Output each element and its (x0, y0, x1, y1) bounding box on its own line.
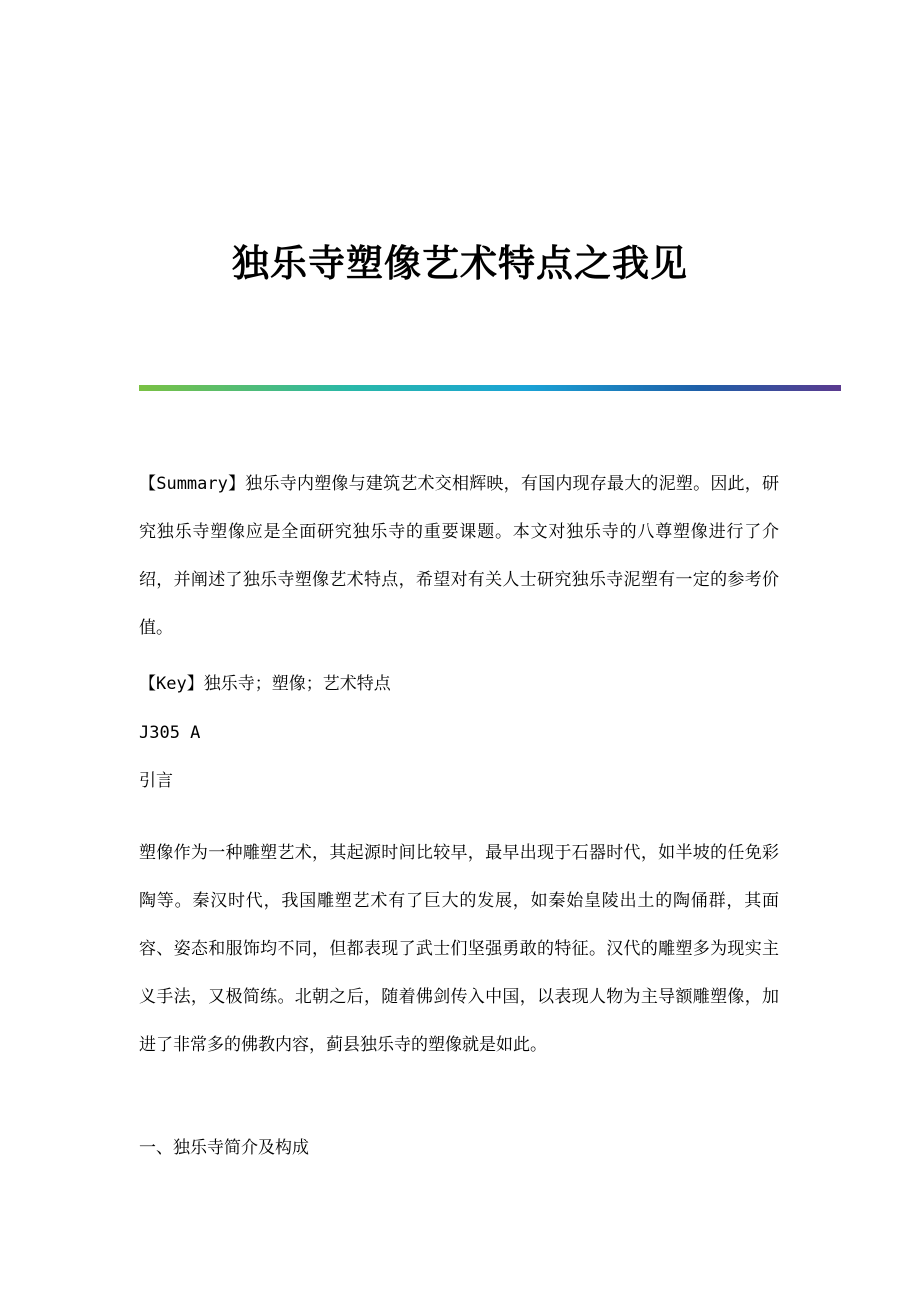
summary-paragraph: 【Summary】独乐寺内塑像与建筑艺术交相辉映，有国内现存最大的泥塑。因此，研究独乐寺塑像应是全面研究独乐寺的重要课题。本文对独乐寺的八尊塑像进行了介绍，并阐述了独乐寺塑像艺术特点，希望对有关人士研究独乐寺泥塑有一定的参考价值。 (139, 474, 779, 638)
intro-heading: 引言 (139, 771, 173, 791)
intro-paragraph: 塑像作为一种雕塑艺术，其起源时间比较早，最早出现于石器时代，如半坡的任免彩陶等。秦汉时代，我国雕塑艺术有了巨大的发展，如秦始皇陵出土的陶俑群，其面容、姿态和服饰均不同，但都表现了武士们坚强勇敢的特征。汉代的雕塑多为现实主义手法，又极简练。北朝之后，随着佛剑传入中国，以表现人物为主导额雕塑像，加进了非常多的佛教内容，蓟县独乐寺的塑像就是如此。 (139, 843, 779, 1055)
keywords-line: 【Key】独乐寺；塑像；艺术特点 (139, 674, 391, 694)
title-divider (139, 385, 841, 391)
document-title: 独乐寺塑像艺术特点之我见 (232, 240, 688, 285)
classification-code: J305 A (139, 723, 201, 743)
section-heading: 一、独乐寺简介及构成 (139, 1138, 309, 1158)
